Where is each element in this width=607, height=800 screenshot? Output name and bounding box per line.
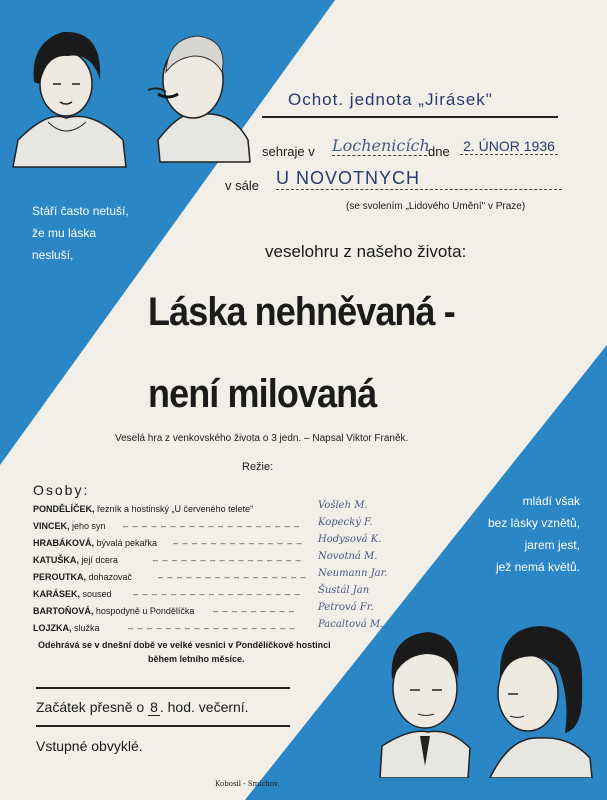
- start-suffix: . hod. večerní.: [159, 699, 249, 715]
- start-label: Začátek přesně o: [36, 699, 149, 715]
- play-subtitle: Veselá hra z venkovského života o 3 jedn. – Napsal Viktor Franěk.: [115, 433, 409, 444]
- setting-line-2: během letního měsíce.: [148, 654, 245, 664]
- cast-dashes: – – – – – – – – – – – – – –: [173, 538, 303, 548]
- cast-role-desc: její dcera: [78, 555, 118, 565]
- cast-role-desc: bývalá pekařka: [94, 538, 158, 548]
- cast-role: KATUŠKA,: [33, 555, 79, 565]
- dne-label: dne: [428, 144, 450, 159]
- cast-actor: Novotná M.: [318, 551, 378, 562]
- cast-dashes: – – – – – – – – – – – – – – – – – –: [128, 623, 296, 633]
- cast-role: PONDĚLÍČEK,: [33, 504, 95, 514]
- cast-actor: Petrová Fr.: [318, 602, 374, 613]
- cast-role-desc: hospodyně u Pondělíčka: [93, 606, 195, 616]
- cast-role: HRABÁKOVÁ,: [33, 538, 95, 548]
- cast-row: [33, 619, 384, 633]
- left-verse-line: Stáří často netuší,: [32, 204, 129, 218]
- portrait-young-man: [380, 632, 470, 778]
- cast-role-desc: dohazovač: [86, 572, 133, 582]
- cast-actor: Vošleh M.: [318, 500, 368, 511]
- cast-dashes: – – – – – – – – – – – – – – – –: [153, 555, 302, 565]
- portrait-elderly-couple: [8, 22, 258, 172]
- header-rule: [262, 116, 558, 118]
- right-verse-line: jarem jest,: [524, 538, 580, 552]
- play-title-line-2: není milovaná: [148, 372, 377, 416]
- portrait-old-woman: [13, 32, 126, 167]
- cast-dashes: – – – – – – – – –: [213, 606, 296, 616]
- start-hour: 8: [150, 699, 158, 715]
- cast-role: LOJZKA,: [33, 623, 72, 633]
- permission-note: (se svolením „Lidového Umění" v Praze): [346, 201, 526, 212]
- portrait-old-man: [148, 36, 250, 162]
- cast-dashes: – – – – – – – – – – – – – – – – – – –: [123, 521, 301, 531]
- right-verse-line: jež nemá květů.: [495, 560, 580, 574]
- cast-heading: Osoby:: [33, 482, 90, 498]
- cast-row: [33, 585, 370, 599]
- director-label: Režie:: [242, 461, 274, 473]
- footer-rule-bottom: [36, 725, 290, 727]
- cast-actor: Hodysová K.: [318, 534, 382, 545]
- cast-row: [33, 517, 373, 531]
- cast-actor: Šustál Jan: [318, 585, 370, 596]
- cast-row: [33, 568, 388, 582]
- performance-date: 2. ÚNOR 1936: [460, 138, 558, 155]
- footer-rule-top: [36, 687, 290, 689]
- right-verse-line: bez lásky vznětů,: [487, 516, 580, 530]
- society-name: Ochot. jednota „Jirásek": [288, 90, 493, 109]
- portrait-young-woman: [490, 626, 592, 778]
- sale-label: v sále: [225, 178, 259, 193]
- cast-actor: Pacaltová M.: [318, 619, 384, 630]
- right-verse: [460, 490, 580, 578]
- cast-row: [33, 500, 368, 514]
- performance-place: Lochenicích: [332, 136, 432, 156]
- setting-line-1: Odehrává se v dnešní době ve velké vesnici v Pondělíčkově hostinci: [38, 640, 331, 650]
- admission: Vstupné obvyklé.: [36, 738, 143, 754]
- cast-actor: Kopecký F.: [318, 517, 373, 528]
- cast-role: VINCEK,: [33, 521, 70, 531]
- right-verse-line: mládí však: [522, 494, 580, 508]
- cast-row: [33, 602, 374, 616]
- cast-dashes: – – – – – – – – – – – – – – – –: [158, 572, 307, 582]
- start-time: [36, 699, 249, 715]
- cast-role: KARÁSEK,: [33, 589, 81, 599]
- cast-role-desc: jeho syn: [69, 521, 106, 531]
- cast-role-desc: služka: [71, 623, 100, 633]
- cast-dashes: – – – – – – – – – – – – – – – – – –: [133, 589, 301, 599]
- sehraje-label: sehraje v: [262, 144, 315, 159]
- cast-role-desc: soused: [80, 589, 112, 599]
- cast-role-desc: řezník a hostinský „U červeného telete": [94, 504, 254, 514]
- play-title-line-1: Láska nehněvaná -: [148, 290, 455, 334]
- play-intro: veselohru z našeho života:: [265, 242, 467, 261]
- left-verse-line: že mu láska: [32, 226, 97, 240]
- venue-name: U NOVOTNYCH: [276, 168, 562, 190]
- left-verse: [32, 200, 129, 266]
- cast-actor: Neumann Jar.: [318, 568, 388, 579]
- portrait-young-couple: [370, 618, 605, 778]
- left-verse-line: nesluší,: [32, 248, 74, 262]
- cast-row: [33, 551, 378, 565]
- cast-role: BARTOŇOVÁ,: [33, 606, 94, 616]
- cast-row: [33, 534, 382, 548]
- printer-credit: Kobosil - Smíchov.: [215, 780, 280, 788]
- cast-role: PEROUTKA,: [33, 572, 87, 582]
